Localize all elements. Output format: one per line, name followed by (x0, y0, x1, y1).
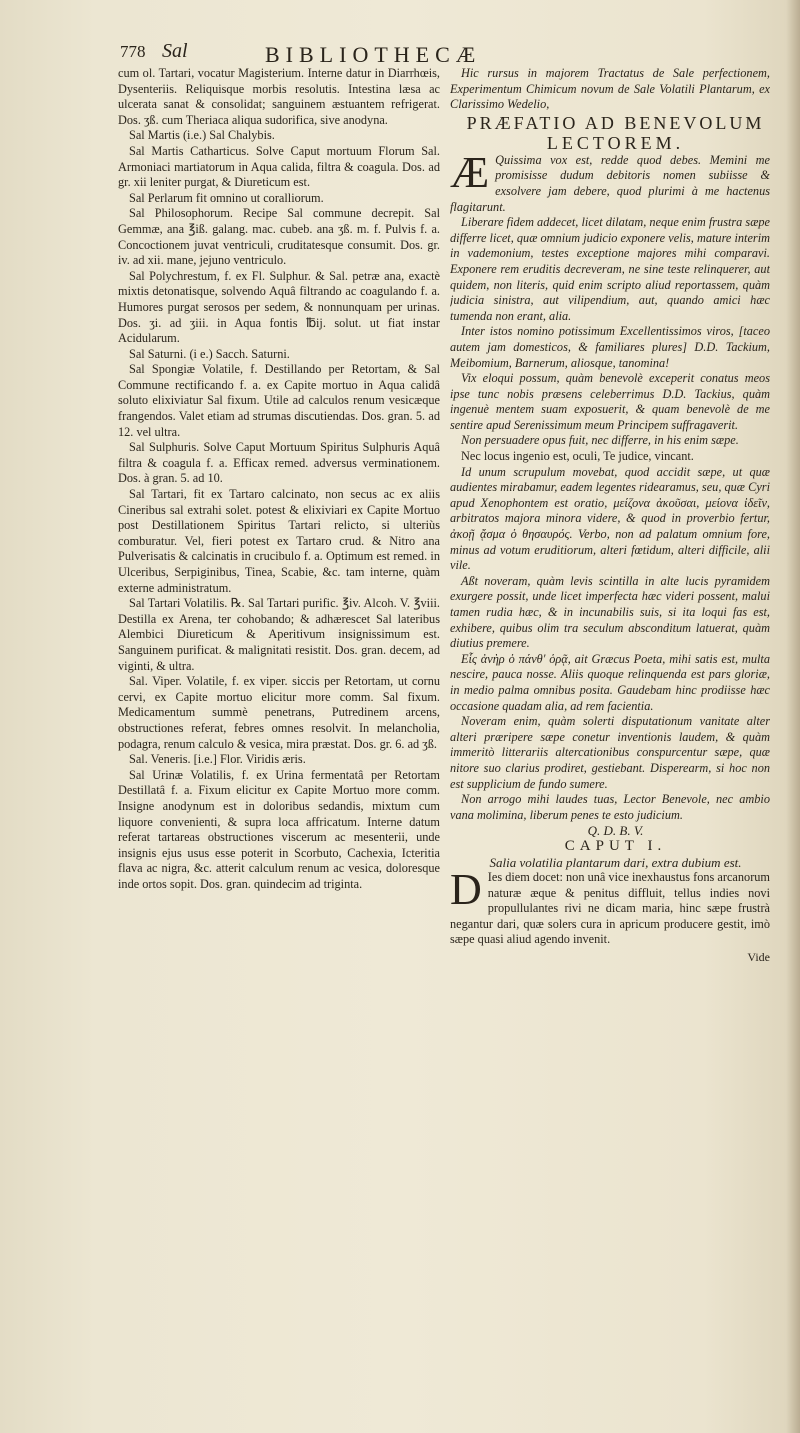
entry-paragraph: Sal Sulphuris. Solve Caput Mortuum Spiritus Sulphuris Aquâ filtra & coagula f. a. Efficax remed. adversus verminationem. Dos. à gran. 5. ad 10. (118, 440, 440, 486)
preface-paragraph: Non persuadere opus fuit, nec differre, in his enim sæpe. (461, 433, 739, 448)
running-head-title: BIBLIOTHECÆ (265, 42, 482, 67)
catchword: Vide (747, 950, 770, 965)
entry-paragraph: Sal. Veneris. [i.e.] Flor. Viridis æris. (129, 752, 306, 767)
entry-paragraph: Sal Saturni. (i e.) Sacch. Saturni. (129, 346, 290, 361)
preface-paragraph: Aßt noveram, quàm levis scintilla in alte lucis pyramidem exurgere possit, unde licet imperfecta hæc videri possent, malui tamen rudia hæc, & in incunabilis suis, si ita loqui fas est, exhibere, quibus olim tra seculum absconditum latuerat, quàm diutius premere. (450, 573, 770, 651)
page-number: 778 (120, 42, 146, 61)
entry-paragraph: cum ol. Tartari, vocatur Magisterium. Interne datur in Diarrhœis, Dysenteriis. Reliquisque morbis resolutis. Intestina læsa ac ulcerata sanat & consolidat; sanguinem æstuantem refrigerat. Dos. ʒß. cum Theriaca aliqua sudorifica, sive anodyna. (118, 66, 440, 127)
preface-paragraph: Inter istos nomino potissimum Excellentissimos viros, [taceo autem jam domesticos, & familiares plures] D.D. Tackium, Meibomium, Barnerum, aliosque, tanomina! (450, 324, 770, 370)
running-head-word: Sal (162, 40, 188, 62)
entry-paragraph: Sal Philosophorum. Recipe Sal commune decrepit. Sal Gemmæ, ana ℥iß. galang. mac. cubeb. ana ʒß. m. f. Pulvis f. a. Concoctionem juvat ventriculi, cruditatesque consumit. Dos. gr. iv. ad xii. mane, jejuno ventriculo. (118, 206, 440, 268)
preface-subheading: LECTOREM. (546, 132, 685, 153)
preface-heading: PRÆFATIO AD BENEVOLUM (466, 112, 765, 133)
page-edge-shadow (786, 0, 800, 1433)
entry-paragraph: Sal Urinæ Volatilis, f. ex Urina fermentatâ per Retortam Destillatâ f. a. Fixum elicitur ex Capite Mortuo more comm. Insigne anodynum est in doloribus sedandis, mixtum cum liquore convenienti, & supra loca affricatum. Interne datum referat tartareas obstructiones viscerum ac mesenterii, unde insignis ejus usus esse poterit in Scorbuto, Cachexia, Icteritia flava ac nigra, &c. atterit calculum renum ac vesica, doloresque inde ortos sopit. Dos. gran. quindecim ad triginta. (118, 767, 440, 891)
signature-line: Q. D. B. V. (587, 823, 644, 839)
drop-capital: Æ (450, 147, 490, 197)
right-column (450, 66, 770, 1366)
entry-paragraph: Sal. Viper. Volatile, f. ex viper. siccis per Retortam, ut cornu cervi, ex Capite mortuo elicitur more comm. Sal fixum. Medicamentum summè penetrans, Putredinem arcens, obstructiones referat, febres omnes resolvit. In melancholia, podagra, renum calculo & vesica, mira præstat. Dos. gr. 6. ad ʒß. (118, 674, 440, 751)
preface-paragraph: Vix eloqui possum, quàm benevolè exceperit conatus meos ipse tunc nobis præsens celeberrimus D.D. Tackius, quàm ingenuè mentem suam exposuerit, & quam benevolè de me sentire apud Serenissimum meum Principem suffragaverit. (450, 371, 770, 432)
entry-paragraph: Sal Martis Catharticus. Solve Caput mortuum Florum Sal. Armoniaci martiatorum in Aqua calida, filtra & coagula. Dos. ad gr. xii leniter purgat, & Diureticum est. (118, 143, 440, 190)
preface-paragraph: Quissima vox est, redde quod debes. Memini me promisisse dudum debitoris nomen subiisse & exsolvere jam debere, quod plurimi à me hactenus flagitarunt. (450, 152, 770, 214)
entry-paragraph: Sal Tartari Volatilis. ℞. Sal Tartari purific. ℥iv. Alcoh. V. ℥viii. Destilla ex Arena, ter cohobando; & adhærescet Sal lateribus Alembici Diureticum & Aperitivum insignissimum est. Sanguinem purificat. & malignitati resistit. Dos. gran. decem, ad viginti, & ultra. (118, 596, 440, 673)
entry-paragraph: Sal Perlarum fit omnino ut coralliorum. (129, 190, 324, 205)
chapter-paragraph: Ies diem docet: non unâ vice inexhaustus fons arcanorum naturæ æque & penitus diffluit, tellus indies novi propullulantes rivi ne dicam maria, hinc sæpe frustrà negantur dari, quæ solers cura in apricum producere gestit, imò sæpe quasi aliud agendo invenit. (450, 870, 770, 947)
preface-paragraph: Noveram enim, quàm solerti disputationum vanitate alter alteri præripere sæpe conetur inventionis laudem, & quàm immeritò litterariis altercationibus conspurcentur sæpe, quæ nitore suo clarius prodiret, gestiebant. Disperearm, si hoc non est supplicium de fundo sumere. (450, 714, 770, 791)
preface-paragraph: Nec locus ingenio est, oculi, Te judice, vincant. (461, 449, 694, 464)
intro-title: Hic rursus in majorem Tractatus de Sale perfectionem, Experimentum Chimicum novum de Sale Volatili Plantarum, ex Clarissimo Wedelio, (450, 66, 770, 112)
preface-paragraph: Εἷς ἀνὴρ ὁ πάνθ' ὁρᾷ, ait Græcus Poeta, mihi satis est, multa nescire, pauca nosse. Aliis quoque relinquenda est pars gloriæ, in medio palma omnibus posita. Gaudebam hinc prodiisse hæc occasione quadam alia, ad rem facientia. (450, 651, 770, 713)
entry-paragraph: Sal Martis (i.e.) Sal Chalybis. (129, 128, 275, 143)
entry-paragraph: Sal Polychrestum, f. ex Fl. Sulphur. & Sal. petræ ana, exactè mixtis detonatisque, solvendo Aquâ filtrando ac coagulando f. a. Humores purgat serosos per sedem, & nonnunquam per urinas. Dos. ʒi. ad ʒiii. in Aqua fontis ℔ij. solut. ut fiat instar Acidularum. (118, 268, 440, 346)
chapter-title: Salia volatilia plantarum dari, extra dubium est. (489, 854, 742, 870)
left-column (118, 66, 440, 1366)
drop-capital: D (450, 865, 482, 915)
entry-paragraph: Sal Spongiæ Volatile, f. Destillando per Retortam, & Sal Commune rectificando f. a. ex Capite mortuo in Aqua calidâ soluto elixiviatur Sal fixum. Utile ad calculos renum vesicæque frangendos. Valet etiam ad strumas discutiendas. Dos. gran. 5. ad 12. vel ultra. (118, 362, 440, 439)
preface-paragraph: Liberare fidem addecet, licet dilatam, neque enim frustra sæpe differre licet, quæ omnium judicio exponere velis, mature interim in vademonium, testes exceptione majores mihi comparavi. Exponere rem eruditis decreveram, ne sine teste relinquerer, aut quidem, non literis, quid enim scripto aliud reportassem, quàm judicia sinistra, aut vilipendium, aut, quando amici hæc tumenda non erant, alia. (450, 215, 770, 323)
preface-paragraph: Non arrogo mihi laudes tuas, Lector Benevole, nec ambio vana molimina, liberum penes te esto judicium. (450, 792, 770, 822)
chapter-heading: CAPUT I. (564, 837, 667, 854)
preface-paragraph: Id unum scrupulum movebat, quod accidit sæpe, ut quæ audientes mirabamur, eadem legentes ridearamus, seu, quæ Cyri apud Xenophontem est oratio, μείζονα ἀκοῦσαι, μείονα ἰδεῖν, arbitratos majora minora videre, & quod in proverbio fertur, ἀκοῇ ᾄσμα ὁ θησαυρός. Verbo, non ad palatum omnium fore, minus ad votum eruditiorum, alteri fœtidum, alteri difficile, alii vile. (450, 464, 770, 573)
entry-paragraph: Sal Tartari, fit ex Tartaro calcinato, non secus ac ex aliis Cineribus sal extrahi solet. potest & elixiviari ex Capite Mortuo post Destillationem Spiritus Tartari relicto, si ulteriùs comburatur. Vel, fieri potest ex Tartaro crud. & Nitro ana Pulverisatis & calcinatis in crucibulo f. a. Optimum est remed. in Ulceribus, Serpiginibus, Tinea, Scabie, &c. tam interne, quàm externe administratum. (118, 487, 440, 595)
